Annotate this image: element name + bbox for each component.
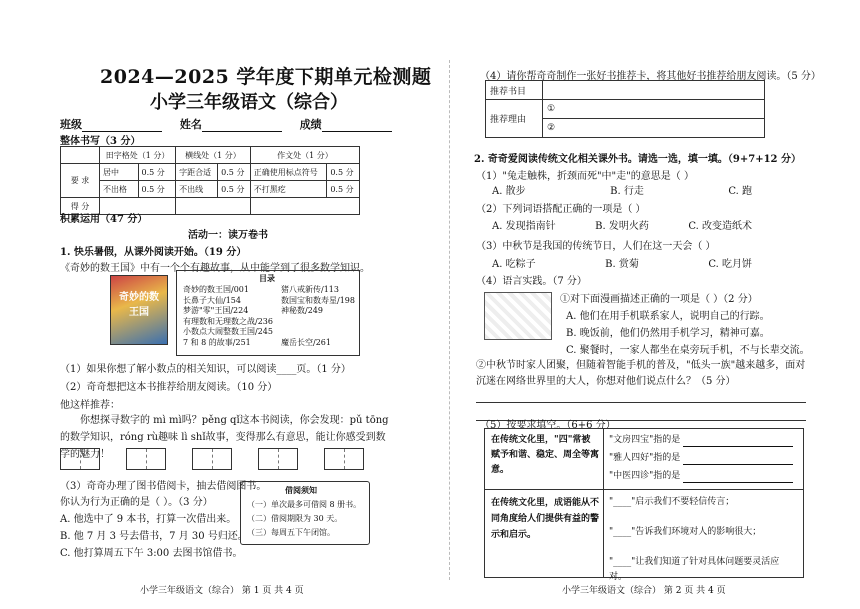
item-number: ② — [547, 123, 556, 133]
option-c: C. 聚餐时，一家人都坐在桌旁玩手机，不与长辈交流。 — [566, 345, 810, 356]
class-field[interactable] — [82, 119, 162, 132]
option-b: B. 他 7 月 3 号去借书，7 月 30 号归还。 — [60, 531, 248, 542]
option: B. 赏菊 — [605, 259, 639, 270]
question-1: 1. 快乐暑假，从课外阅读开始。（19 分） — [60, 247, 247, 258]
recommend-card — [485, 80, 765, 138]
pinyin-writing-grid[interactable] — [126, 448, 166, 470]
score-input-cell[interactable] — [176, 198, 251, 215]
option-a: A. 他们在用手机联系家人，说明自己的行踪。 — [566, 311, 770, 322]
table-header-cell: 横线处（1 分） — [176, 147, 251, 164]
toc-item: 数国宝和数寿星/198 — [281, 295, 355, 305]
option: C. 改变造纸术 — [688, 221, 752, 232]
table-cell: 0.5 分 — [138, 164, 176, 181]
option-a: A. 他选中了 9 本书，打算一次借出来。 — [60, 514, 237, 525]
page-footer: 小学三年级语文（综合） 第 1 页 共 4 页 — [140, 586, 304, 596]
handwriting-score-table — [60, 146, 360, 215]
table-cell: 居中 — [100, 164, 139, 181]
option: C. 跑 — [728, 186, 752, 197]
pinyin-writing-grid[interactable] — [60, 448, 100, 470]
recommend-paragraph: 你想探寻数字的 mì mì吗？pěng qǐ这本书阅读，你会发现：pǔ tōng的数学知识，róng rù趣味 lì shǐ故事，变得那么有意思，能让你感受到数学的魅力！ — [60, 415, 389, 460]
table-header-cell: 作文处（1 分） — [250, 147, 359, 164]
row-label: 要 求 — [61, 164, 100, 198]
option: A. 散步 — [492, 186, 526, 197]
notice-item: （二）借阅期限为 30 天。 — [247, 514, 343, 523]
toc-item: 梦游"零"王国/224 — [183, 306, 249, 315]
fill-item: "____"启示我们不要轻信传言； — [609, 497, 735, 507]
toc-item: 有理数和无理数之战/236 — [183, 316, 273, 326]
question-2-1: （1）"兔走触株，折颈而死"中"走"的意思是（ ） — [476, 171, 694, 182]
pinyin-writing-grid[interactable] — [258, 448, 298, 470]
fill-item: "文房四宝"指的是 — [609, 435, 681, 445]
row-label: 得 分 — [61, 198, 100, 215]
question-2-2-options — [492, 217, 752, 232]
accumulation-heading: 积累运用（47 分） — [60, 214, 148, 225]
page-divider — [449, 60, 450, 580]
question-2-4: （4）语言实践。（7 分） — [476, 276, 587, 287]
card-reason-field[interactable] — [543, 119, 765, 138]
option: B. 行走 — [610, 186, 644, 197]
notice-item: （一）单次最多可借阅 8 册书。 — [247, 500, 362, 509]
score-input-cell[interactable] — [250, 198, 359, 215]
fill-blank[interactable] — [683, 434, 793, 447]
toc-item: 小数点大闹整数王国/245 — [183, 327, 273, 336]
question-2-1-options — [492, 182, 752, 197]
fill-row2-prompt: 在传统文化里，成语能从不同角度给人们提供有益的警示和启示。 — [491, 498, 600, 540]
question-2-3: （3）中秋节是我国的传统节日，人们在这一天会（ ） — [476, 241, 716, 252]
question-2-2: （2）下列词语搭配正确的一项是（ ） — [476, 204, 646, 215]
table-cell: 0.5 分 — [327, 181, 360, 198]
question-1-1: （1）如果你想了解小数点的相关知识，可以阅读____页。（1 分） — [60, 364, 351, 375]
borrowing-notice — [240, 481, 370, 545]
fill-item: "中医四诊"指的是 — [609, 471, 681, 481]
table-header-cell: 田字格处（1 分） — [100, 147, 176, 164]
toc-item: 猪八戒新传/113 — [281, 285, 339, 294]
name-field[interactable] — [202, 119, 282, 132]
table-cell: 0.5 分 — [327, 164, 360, 181]
handwriting-heading: 整体书写（3 分） — [60, 136, 141, 147]
page-footer: 小学三年级语文（综合） 第 2 页 共 4 页 — [562, 586, 726, 596]
card-book-label: 推荐书目 — [486, 81, 543, 100]
student-info-line — [60, 116, 392, 132]
score-label: 成绩 — [299, 118, 322, 131]
option: A. 吃粽子 — [492, 259, 536, 270]
option: C. 吃月饼 — [708, 259, 752, 270]
option: A. 发现指南针 — [492, 221, 556, 232]
table-cell: 不出线 — [176, 181, 218, 198]
fill-blank[interactable] — [683, 470, 793, 483]
pinyin-writing-grid[interactable] — [192, 448, 232, 470]
table-cell: 0.5 分 — [138, 181, 176, 198]
table-cell: 0.5 分 — [218, 181, 251, 198]
card-book-field[interactable] — [543, 81, 765, 100]
table-cell: 0.5 分 — [218, 164, 251, 181]
fill-item: "____"让我们知道了针对具体问题要灵活应对。 — [609, 557, 780, 582]
question-2-3-options — [492, 255, 752, 270]
toc-title: 目录 — [259, 273, 275, 283]
exam-subtitle: 小学三年级语文（综合） — [150, 92, 348, 113]
table-header-cell — [61, 147, 100, 164]
question-2: 2. 奇奇爱阅读传统文化相关课外书。请选一选，填一填。（9+7+12 分） — [474, 154, 801, 165]
fill-blank[interactable] — [683, 452, 793, 465]
question-2-4a: ①对下面漫画描述正确的一项是（ ）（2 分） — [560, 294, 758, 305]
item-number: ① — [547, 104, 556, 114]
card-reason-field[interactable] — [543, 100, 765, 119]
toc-item: 神秘数/249 — [281, 306, 323, 315]
fill-item: "雅人四好"指的是 — [609, 453, 681, 463]
name-label: 姓名 — [179, 118, 202, 131]
question-2-4b: ②中秋节时家人团聚，但随着智能手机的普及，"低头一族"越来越多，面对沉迷在网络世界里的大人，你想对他们说点什么？（5 分） — [476, 360, 806, 387]
question-1-intro: 《奇妙的数王国》中有一个个有趣故事，从中能学到了很多数学知识。 — [60, 263, 370, 274]
question-1-2: （2）奇奇想把这本书推荐给朋友阅读。（10 分） — [60, 382, 278, 393]
table-cell: 字距合适 — [176, 164, 218, 181]
activity-heading: 活动一：读万卷书 — [188, 230, 268, 241]
recommend-label: 他这样推荐： — [60, 400, 120, 411]
class-label: 班级 — [60, 118, 82, 131]
table-cell: 不出格 — [100, 181, 139, 198]
toc-left-column — [183, 285, 273, 348]
family-phone-cartoon-image — [484, 292, 552, 340]
fill-row1-prompt: 在传统文化里，"四"常被赋予和谐、稳定、周全等寓意。 — [491, 435, 600, 475]
question-1-3b: 你认为行为正确的是（ ）。（3 分） — [60, 497, 213, 508]
book-cover-image — [110, 275, 168, 345]
question-1-3: （3）奇奇办理了图书借阅卡，抽去借阅图书。 — [60, 481, 267, 492]
question-5: （5）按要求填空。（6+6 分） — [480, 420, 616, 431]
toc-item: 奇妙的数王国/001 — [183, 285, 249, 294]
book-cover-title: 奇妙的数王国 — [119, 292, 159, 318]
table-cell: 不打黑疙 — [250, 181, 327, 198]
option-c: C. 他打算周五下午 3:00 去图书馆借书。 — [60, 548, 243, 559]
option-b: B. 晚饭前，他们仍然用手机学习，精神可嘉。 — [566, 328, 770, 339]
option: B. 发明火药 — [595, 221, 649, 232]
fill-item: "____"告诉我们环境对人的影响很大； — [609, 527, 762, 537]
score-field[interactable] — [322, 119, 392, 132]
toc-right-column — [281, 285, 357, 348]
toc-item: 魔岳长空/261 — [281, 337, 331, 347]
card-reason-label: 推荐理由 — [486, 100, 543, 138]
exam-title: 2024—2025 学年度下期单元检测题 — [100, 66, 432, 88]
pinyin-writing-grid[interactable] — [324, 448, 364, 470]
toc-item: 长鼻子大仙/154 — [183, 295, 241, 305]
answer-line[interactable] — [476, 402, 806, 403]
table-of-contents — [176, 270, 360, 356]
fill-in-table — [484, 428, 804, 582]
notice-title: 借阅须知 — [285, 485, 317, 495]
table-cell: 正确使用标点符号 — [250, 164, 327, 181]
toc-item: 7 和 8 的故事/251 — [183, 337, 251, 347]
notice-item: （三）每周五下午闭馆。 — [247, 528, 335, 537]
question-4: （4）请你帮奇奇制作一张好书推荐卡，将其他好书推荐给朋友阅读。（5 分） — [480, 71, 821, 82]
